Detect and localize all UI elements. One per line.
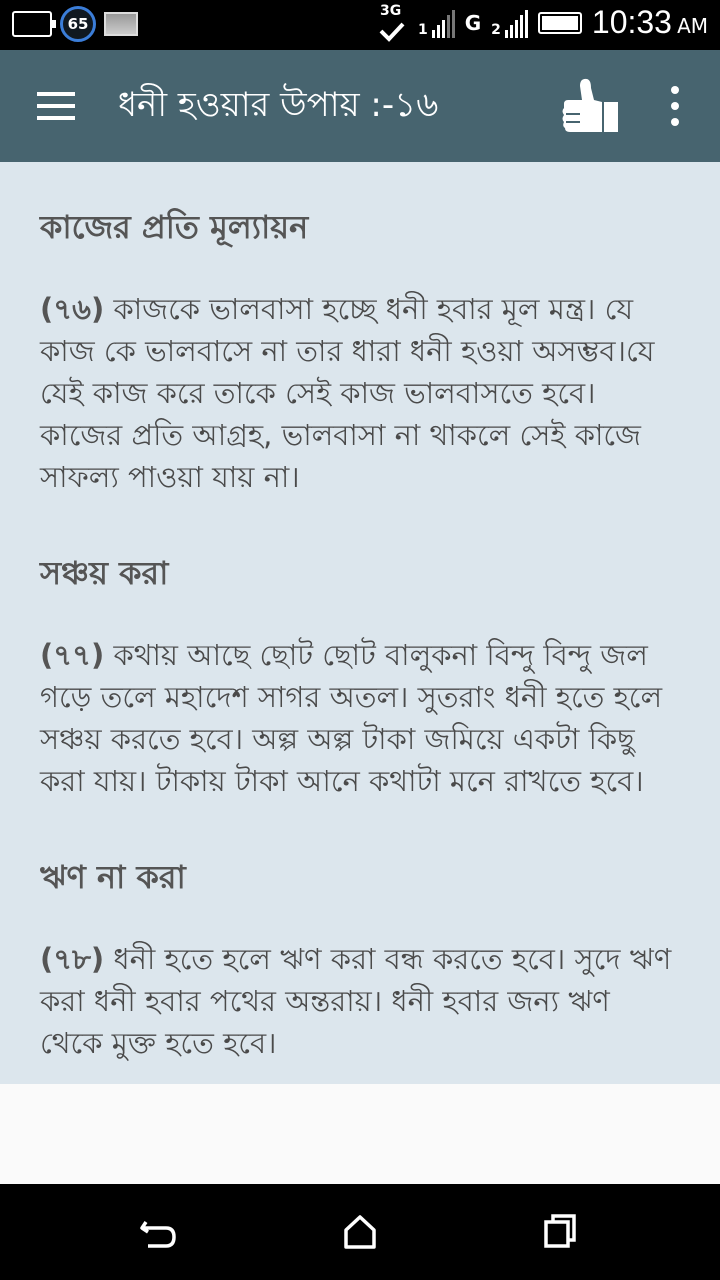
ad-banner-area [0, 1084, 720, 1184]
section-paragraph [40, 938, 680, 1064]
signal-strength-icon: 1 [418, 8, 455, 38]
system-navigation-bar [0, 1184, 720, 1280]
app-bar [0, 50, 720, 162]
battery-icon [538, 12, 582, 34]
paragraph-text: কাজকে ভালবাসা হচ্ছে ধনী হবার মূল মন্ত্র। যে কাজ কে ভালবাসে না তার ধারা ধনী হওয়া অসম্ভব।যে যেই কাজ করে তাকে সেই কাজ ভালবাসতে হবে। কাজের প্রতি আগ্রহ, ভালবাসা না থাকলে সেই কাজে সাফল্য পাওয়া যায় না। [40, 292, 655, 494]
recents-icon[interactable] [536, 1208, 584, 1256]
image-notification-icon [104, 12, 138, 36]
clock-ampm: AM [677, 14, 708, 38]
item-number: (৭৬) [40, 292, 105, 326]
paragraph-text: ধনী হতে হলে ঋণ করা বন্ধ করতে হবে। সুদে ঋণ করা ধনী হবার পথের অন্তরায়। ধনী হবার জন্য ঋণ থেকে মুক্ত হতে হবে। [40, 942, 672, 1060]
home-icon[interactable] [336, 1208, 384, 1256]
check-icon [378, 21, 406, 43]
more-vert-icon[interactable] [664, 86, 686, 126]
item-number: (৭৮) [40, 942, 105, 976]
section-paragraph [40, 634, 680, 802]
section-paragraph [40, 288, 680, 498]
notification-badge: 65 [60, 6, 96, 42]
network-3g-indicator: 3G [378, 5, 408, 41]
paragraph-text: কথায় আছে ছোট ছোট বালুকনা বিন্দু বিন্দু জল গড়ে তলে মহাদেশ সাগর অতল। সুতরাং ধনী হতে হলে সঞ্চয় করতে হবে। অল্প অল্প টাকা জমিয়ে একটা কিছু করা যায়। টাকায় টাকা আনে কথাটা মনে রাখতে হবে। [40, 638, 663, 798]
clock-time: 10:33 [591, 4, 672, 40]
network-g-indicator: G [464, 10, 482, 35]
section-heading: কাজের প্রতি মূল্যায়ন [40, 208, 309, 246]
hamburger-menu-icon[interactable] [37, 92, 75, 120]
back-icon[interactable] [134, 1208, 182, 1256]
item-number: (৭৭) [40, 638, 105, 672]
thumbs-up-icon[interactable] [560, 76, 622, 136]
article-content[interactable] [0, 162, 720, 1084]
section-heading: ঋণ না করা [40, 858, 186, 896]
page-title: ধনী হওয়ার উপায় :-১৬ [118, 85, 439, 125]
battery-saver-icon [12, 11, 52, 37]
signal-strength-sim2-icon: 2 [491, 8, 528, 38]
section-heading: সঞ্চয় করা [40, 554, 169, 592]
status-bar [0, 0, 720, 50]
